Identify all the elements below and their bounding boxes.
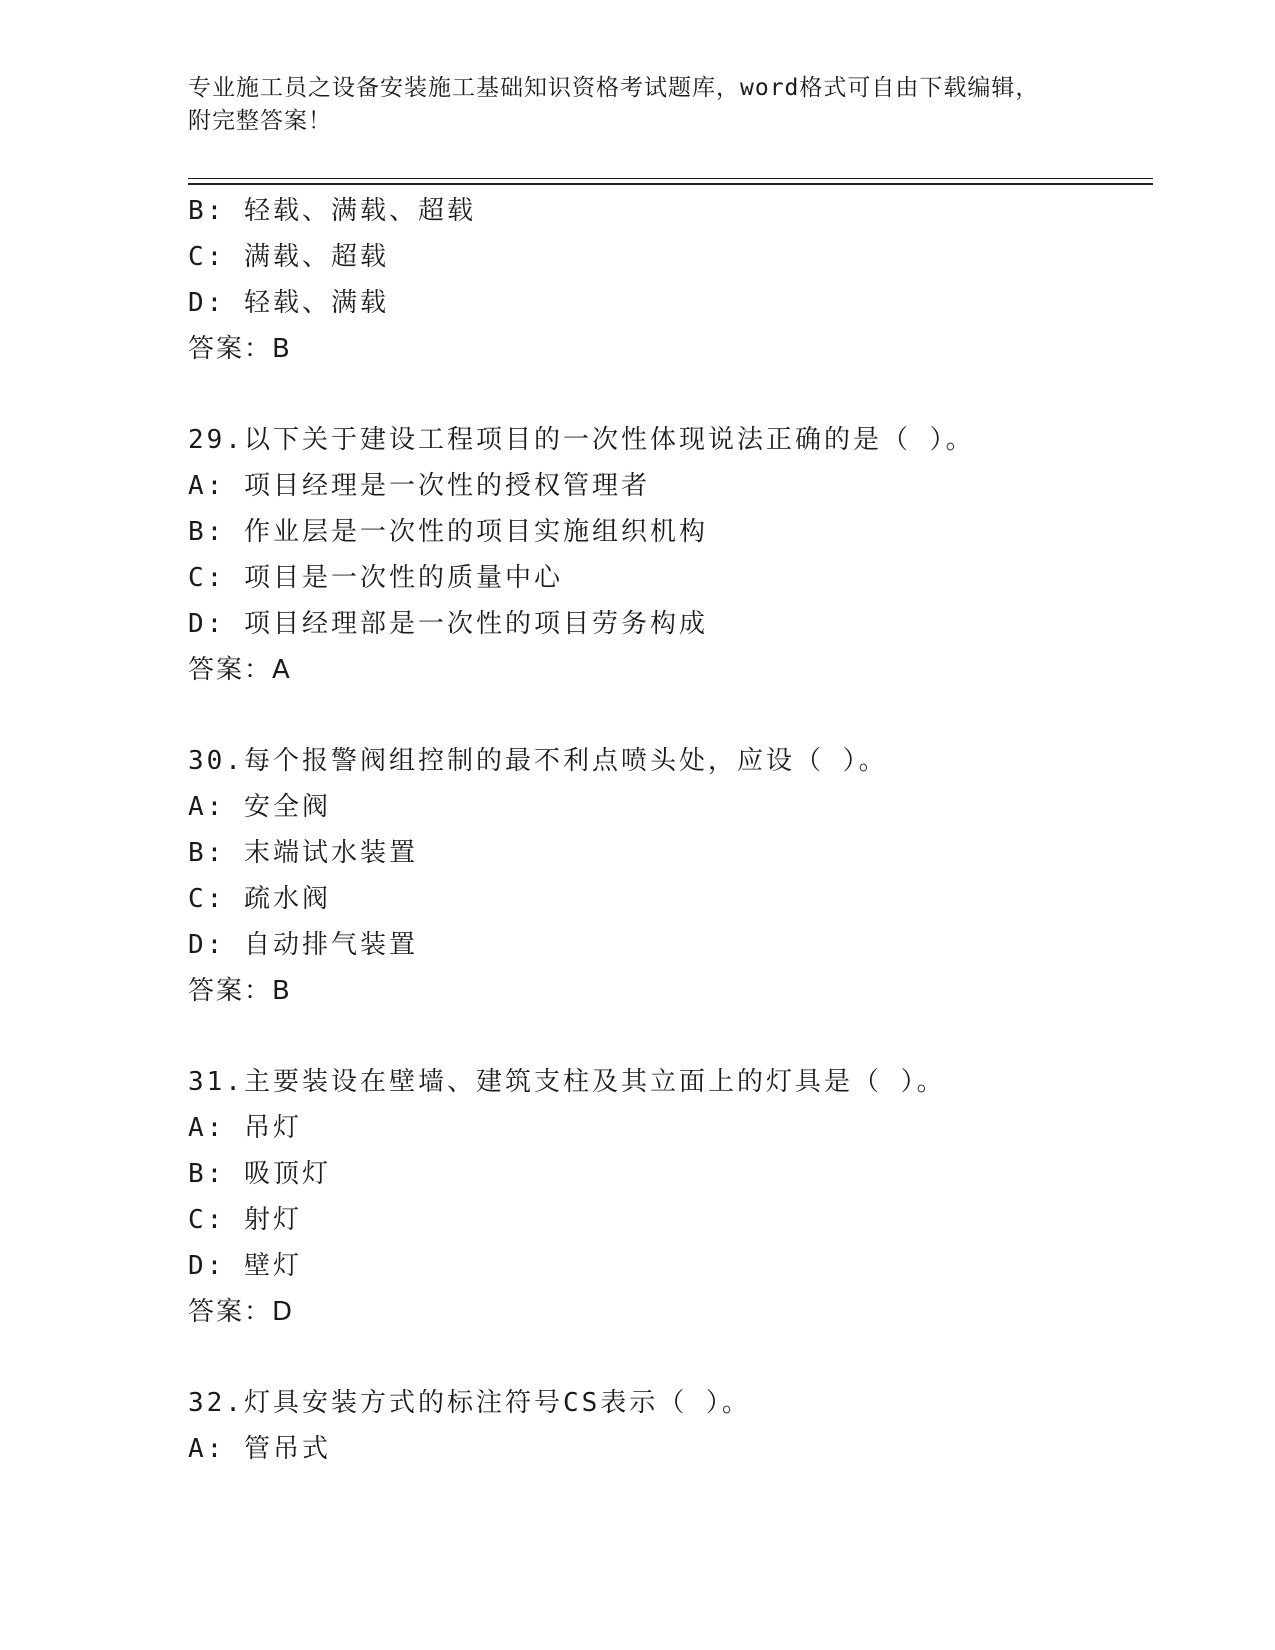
question-stem: 31.主要装设在壁墙、建筑支柱及其立面上的灯具是（ ）。 [188, 1067, 946, 1097]
option-c: C: 疏水阀 [188, 884, 331, 914]
header-line-1: 专业施工员之设备安装施工基础知识资格考试题库，word格式可自由下载编辑， [188, 75, 1040, 101]
answer-line: 答案：B [188, 976, 292, 1006]
document-header [188, 72, 1088, 138]
question-stem: 29.以下关于建设工程项目的一次性体现说法正确的是（ ）。 [188, 425, 975, 455]
header-line-2: 附完整答案！ [188, 108, 332, 134]
question-list [188, 188, 1153, 1472]
header-divider-thin [188, 178, 1153, 179]
option-a: A: 安全阀 [188, 792, 331, 822]
option-c: C: 满载、超载 [188, 242, 389, 272]
option-a: A: 项目经理是一次性的授权管理者 [188, 471, 650, 501]
option-b: B: 吸顶灯 [188, 1159, 331, 1189]
option-d: D: 壁灯 [188, 1251, 302, 1281]
question-32 [188, 1380, 1153, 1472]
answer-line: 答案：B [188, 334, 292, 364]
option-b: B: 末端试水装置 [188, 838, 418, 868]
option-d: D: 自动排气装置 [188, 930, 418, 960]
option-d: D: 轻载、满载 [188, 288, 389, 318]
option-a: A: 管吊式 [188, 1434, 331, 1464]
question-stem: 30.每个报警阀组控制的最不利点喷头处，应设（ ）。 [188, 746, 888, 776]
option-a: A: 吊灯 [188, 1113, 302, 1143]
question-stem: 32.灯具安装方式的标注符号CS表示（ ）。 [188, 1388, 751, 1418]
question-30 [188, 738, 1153, 1014]
answer-line: 答案：D [188, 1297, 295, 1327]
spacer [188, 372, 1153, 417]
spacer [188, 693, 1153, 738]
option-b: B: 轻载、满载、超载 [188, 196, 476, 226]
option-b: B: 作业层是一次性的项目实施组织机构 [188, 517, 708, 547]
spacer [188, 1014, 1153, 1059]
answer-line: 答案：A [188, 655, 292, 685]
header-divider-thick [188, 183, 1153, 185]
question-28-continued [188, 188, 1153, 372]
option-c: C: 射灯 [188, 1205, 302, 1235]
spacer [188, 1335, 1153, 1380]
question-31 [188, 1059, 1153, 1335]
question-29 [188, 417, 1153, 693]
option-c: C: 项目是一次性的质量中心 [188, 563, 563, 593]
option-d: D: 项目经理部是一次性的项目劳务构成 [188, 609, 708, 639]
